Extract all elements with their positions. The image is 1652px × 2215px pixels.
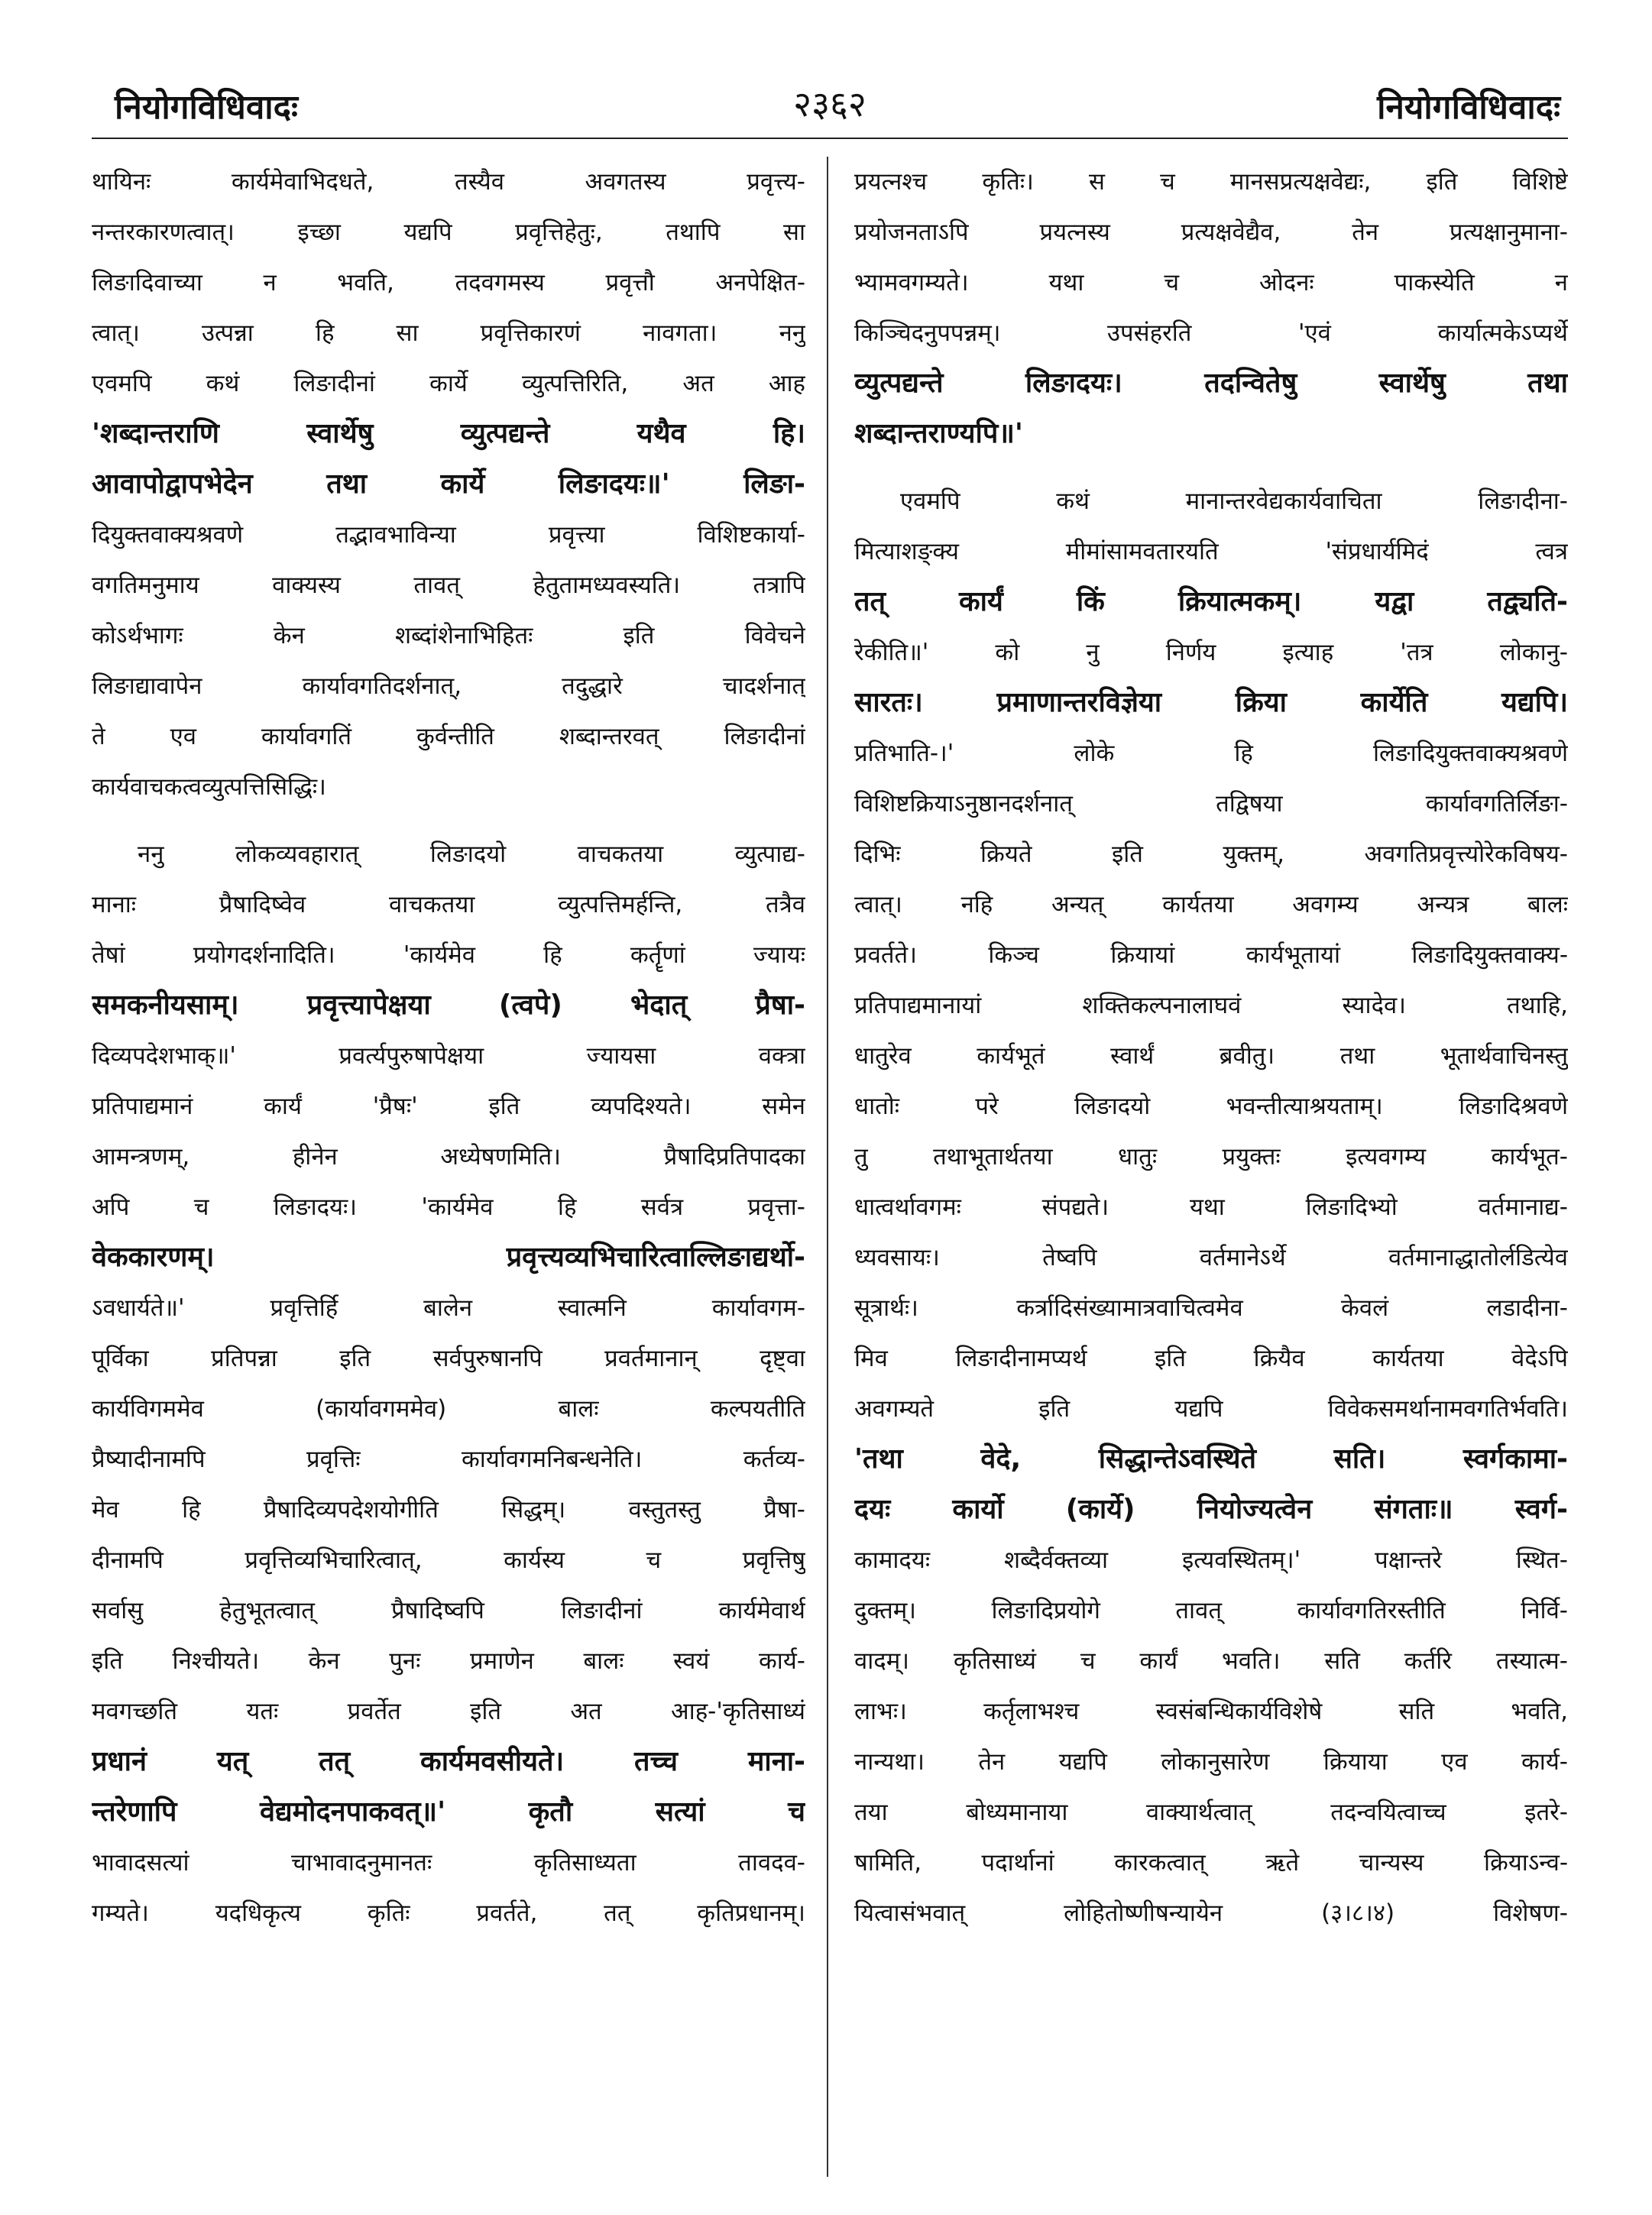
text-line: दिव्यपदेशभाक्॥' प्रवर्त्यपुरुषापेक्षया ज्यायसा वक्त्रा: [92, 1042, 805, 1070]
text-line: मित्याशङ्क्य मीमांसामवतारयति 'संप्रधार्यमिदं त्वत्र: [854, 538, 1568, 565]
text-line: दीनामपि प्रवृत्तिव्यभिचारित्वात्, कार्यस्य च प्रवृत्तिषु: [92, 1546, 805, 1574]
text-line: वेककारणम्। प्रवृत्त्यव्यभिचारित्वाल्लिङाद्यर्थो-: [92, 1242, 805, 1273]
text-line: प्रधानं यत् तत् कार्यमवसीयते। तच्च माना-: [92, 1746, 805, 1777]
text-line: न्तरेणापि वेद्यमोदनपाकवत्॥' कृतौ सत्यां च: [92, 1796, 805, 1828]
text-line: थायिनः कार्यमेवाभिदधते, तस्यैव अवगतस्य प्रवृत्त्य-: [92, 168, 805, 196]
text-line: भ्यामवगम्यते। यथा च ओदनः पाकस्येति न: [854, 269, 1568, 296]
running-title-left: नियोगविधिवादः: [115, 88, 298, 127]
text-line: रेकीति॥' को नु निर्णय इत्याह 'तत्र लोकानु-: [854, 639, 1568, 666]
text-line: तु तथाभूतार्थतया धातुः प्रयुक्तः इत्यवगम्य कार्यभूत-: [854, 1143, 1568, 1171]
text-line: प्रतिपाद्यमानं कार्यं 'प्रैषः' इति व्यपदिश्यते। समेन: [92, 1093, 805, 1120]
text-line: प्रैष्यादीनामपि प्रवृत्तिः कार्यावगमनिबन्धनेति। कर्तव्य-: [92, 1446, 805, 1473]
page-header: [92, 76, 1568, 139]
running-title-right: नियोगविधिवादः: [1377, 88, 1560, 127]
text-line: ते एव कार्यावगतिं कुर्वन्तीति शब्दान्तरवत् लिङादीनां: [92, 723, 805, 750]
text-line: नान्यथा। तेन यद्यपि लोकानुसारेण क्रियाया एव कार्य-: [854, 1748, 1568, 1776]
text-line: तया बोध्यमानाया वाक्यार्थत्वात् तदन्वयित्वाच्च इतरे-: [854, 1799, 1568, 1826]
text-line: मिव लिङादीनामप्यर्थ इति क्रियैव कार्यतया वेदेऽपि: [854, 1345, 1568, 1372]
text-line: कार्यविगममेव (कार्यावगममेव) बालः कल्पयतीति: [92, 1395, 805, 1423]
text-line: प्रतिपाद्यमानायां शक्तिकल्पनालाघवं स्यादेव। तथाहि,: [854, 992, 1568, 1019]
text-line: लाभः। कर्तृलाभश्च स्वसंबन्धिकार्यविशेषे सति भवति,: [854, 1698, 1568, 1725]
text-line: 'शब्दान्तराणि स्वार्थेषु व्युत्पद्यन्ते यथैव हि।: [92, 418, 805, 449]
text-line: प्रतिभाति-।' लोके हि लिङादियुक्तवाक्यश्रवणे: [854, 740, 1568, 767]
text-line: धातुरेव कार्यभूतं स्वार्थं ब्रवीतु। तथा भूतार्थवाचिनस्तु: [854, 1042, 1568, 1070]
text-line: सर्वासु हेतुभूतत्वात् प्रैषादिष्वपि लिङादीनां कार्यमेवार्थ: [92, 1597, 805, 1624]
text-line: कोऽर्थभागः केन शब्दांशेनाभिहितः इति विवेचने: [92, 622, 805, 649]
text-line: तत् कार्यं किं क्रियात्मकम्। यद्वा तद्व्यति-: [854, 586, 1568, 617]
text-line: समकनीयसाम्। प्रवृत्त्यापेक्षया (त्वपे) भेदात् प्रैषा-: [92, 989, 805, 1021]
text-line: गम्यते। यदधिकृत्य कृतिः प्रवर्तते, तत् कृतिप्रधानम्।: [92, 1899, 805, 1927]
text-line: प्रयोजनताऽपि प्रयत्नस्य प्रत्यक्षवेद्यैव, तेन प्रत्यक्षानुमाना-: [854, 219, 1568, 246]
text-line: अवगम्यते इति यद्यपि विवेकसमर्थानामवगतिर्भवति।: [854, 1395, 1568, 1423]
text-line: एवमपि कथं लिङादीनां कार्ये व्युत्पत्तिरिति, अत आह: [92, 370, 805, 397]
text-line: यित्वासंभवात् लोहितोष्णीषन्यायेन (३।८।४) विशेषण-: [854, 1899, 1568, 1927]
text-line: ऽवधार्यते॥' प्रवृत्तिर्हि बालेन स्वात्मनि कार्यावगम-: [92, 1294, 805, 1322]
text-line: पूर्विका प्रतिपन्ना इति सर्वपुरुषानपि प्रवर्तमानान् दृष्ट्वा: [92, 1345, 805, 1372]
text-line: दियुक्तवाक्यश्रवणे तद्भावभाविन्या प्रवृत्त्या विशिष्टकार्या-: [92, 521, 805, 549]
text-line: त्वात्। नहि अन्यत् कार्यतया अवगम्य अन्यत्र बालः: [854, 891, 1568, 918]
text-line: त्वात्। उत्पन्ना हि सा प्रवृत्तिकारणं नावगता। ननु: [92, 319, 805, 347]
text-line: आमन्त्रणम्, हीनेन अध्येषणमिति। प्रैषादिप्रतिपादका: [92, 1143, 805, 1171]
text-line: शब्दान्तराण्यपि॥': [854, 418, 1023, 449]
text-line: धातोः परे लिङादयो भवन्तीत्याश्रयताम्। लिङादिश्रवणे: [854, 1093, 1568, 1120]
text-line: किञ्चिदनुपपन्नम्। उपसंहरति 'एवं कार्यात्मकेऽप्यर्थे: [854, 319, 1568, 347]
left-column: [92, 157, 828, 2177]
text-line: धात्वर्थावगमः संपद्यते। यथा लिङादिभ्यो वर्तमानाद्य-: [854, 1193, 1568, 1221]
text-line: 'तथा वेदे, सिद्धान्तेऽवस्थिते सति। स्वर्गकामा-: [854, 1443, 1568, 1475]
text-line: मवगच्छति यतः प्रवर्तेत इति अत आह-'कृतिसाध्यं: [92, 1698, 805, 1725]
text-line: वादम्। कृतिसाध्यं च कार्यं भवति। सति कर्तरि तस्यात्म-: [854, 1647, 1568, 1675]
text-line: दयः कार्यो (कार्ये) नियोज्यत्वेन संगताः॥ स्वर्ग-: [854, 1494, 1568, 1525]
text-line: अपि च लिङादयः। 'कार्यमेव हि सर्वत्र प्रवृत्ता-: [92, 1193, 805, 1221]
text-line: मानाः प्रैषादिष्वेव वाचकतया व्युत्पत्तिमर्हन्ति, तत्रैव: [92, 891, 805, 918]
text-line: प्रयत्नश्च कृतिः। स च मानसप्रत्यक्षवेद्यः, इति विशिष्टे: [854, 168, 1568, 196]
text-columns: [92, 157, 1568, 2177]
text-line: ननु लोकव्यवहारात् लिङादयो वाचकतया व्युत्पाद्य-: [138, 840, 805, 868]
text-line: कामादयः शब्दैर्वक्तव्या इत्यवस्थितम्।' पक्षान्तरे स्थित-: [854, 1546, 1568, 1574]
text-line: षामिति, पदार्थानां कारकत्वात् ऋते चान्यस्य क्रियाऽन्व-: [854, 1849, 1568, 1877]
text-line: तेषां प्रयोगदर्शनादिति। 'कार्यमेव हि कर्तॄणां ज्यायः: [92, 941, 805, 969]
right-column: [828, 157, 1568, 2177]
text-line: वगतिमनुमाय वाक्यस्य तावत् हेतुतामध्यवस्यति। तत्रापि: [92, 572, 805, 599]
text-line: सारतः। प्रमाणान्तरविज्ञेया क्रिया कार्येति यद्यपि।: [854, 687, 1568, 718]
text-line: प्रवर्तते। किञ्च क्रियायां कार्यभूतायां लिङादियुक्तवाक्य-: [854, 941, 1568, 969]
text-line: आवापोद्वापभेदेन तथा कार्ये लिङादयः॥' लिङा-: [92, 468, 805, 500]
text-line: लिङाद्यावापेन कार्यावगतिदर्शनात्, तदुद्धारे चादर्शनात्: [92, 672, 805, 700]
text-line: इति निश्चीयते। केन पुनः प्रमाणेन बालः स्वयं कार्य-: [92, 1647, 805, 1675]
text-line: ध्यवसायः। तेष्वपि वर्तमानेऽर्थे वर्तमानाद्धातोर्लडित्येव: [854, 1244, 1568, 1271]
page-number: २३६२: [793, 83, 866, 125]
text-line: भावादसत्यां चाभावादनुमानतः कृतिसाध्यता तावदव-: [92, 1849, 805, 1877]
text-line: मेव हि प्रैषादिव्यपदेशयोगीति सिद्धम्। वस्तुतस्तु प्रैषा-: [92, 1496, 805, 1524]
text-line: कार्यवाचकत्वव्युत्पत्तिसिद्धिः।: [92, 773, 326, 801]
text-line: लिङादिवाच्या न भवति, तदवगमस्य प्रवृत्तौ अनपेक्षित-: [92, 269, 805, 296]
text-line: सूत्रार्थः। कर्त्रादिसंख्यामात्रवाचित्वमेव केवलं लडादीना-: [854, 1294, 1568, 1322]
text-line: नन्तरकारणत्वात्। इच्छा यद्यपि प्रवृत्तिहेतुः, तथापि सा: [92, 219, 805, 246]
text-line: विशिष्टक्रियाऽनुष्ठानदर्शनात् तद्विषया कार्यावगतिर्लिङा-: [854, 790, 1568, 818]
text-line: दुक्तम्। लिङादिप्रयोगे तावत् कार्यावगतिरस्तीति निर्वि-: [854, 1597, 1568, 1624]
text-line: एवमपि कथं मानान्तरवेद्यकार्यवाचिता लिङादीना-: [900, 487, 1568, 515]
text-line: दिभिः क्रियते इति युक्तम्, अवगतिप्रवृत्त्योरेकविषय-: [854, 840, 1568, 868]
text-line: व्युत्पद्यन्ते लिङादयः। तदन्वितेषु स्वार्थेषु तथा: [854, 368, 1568, 399]
